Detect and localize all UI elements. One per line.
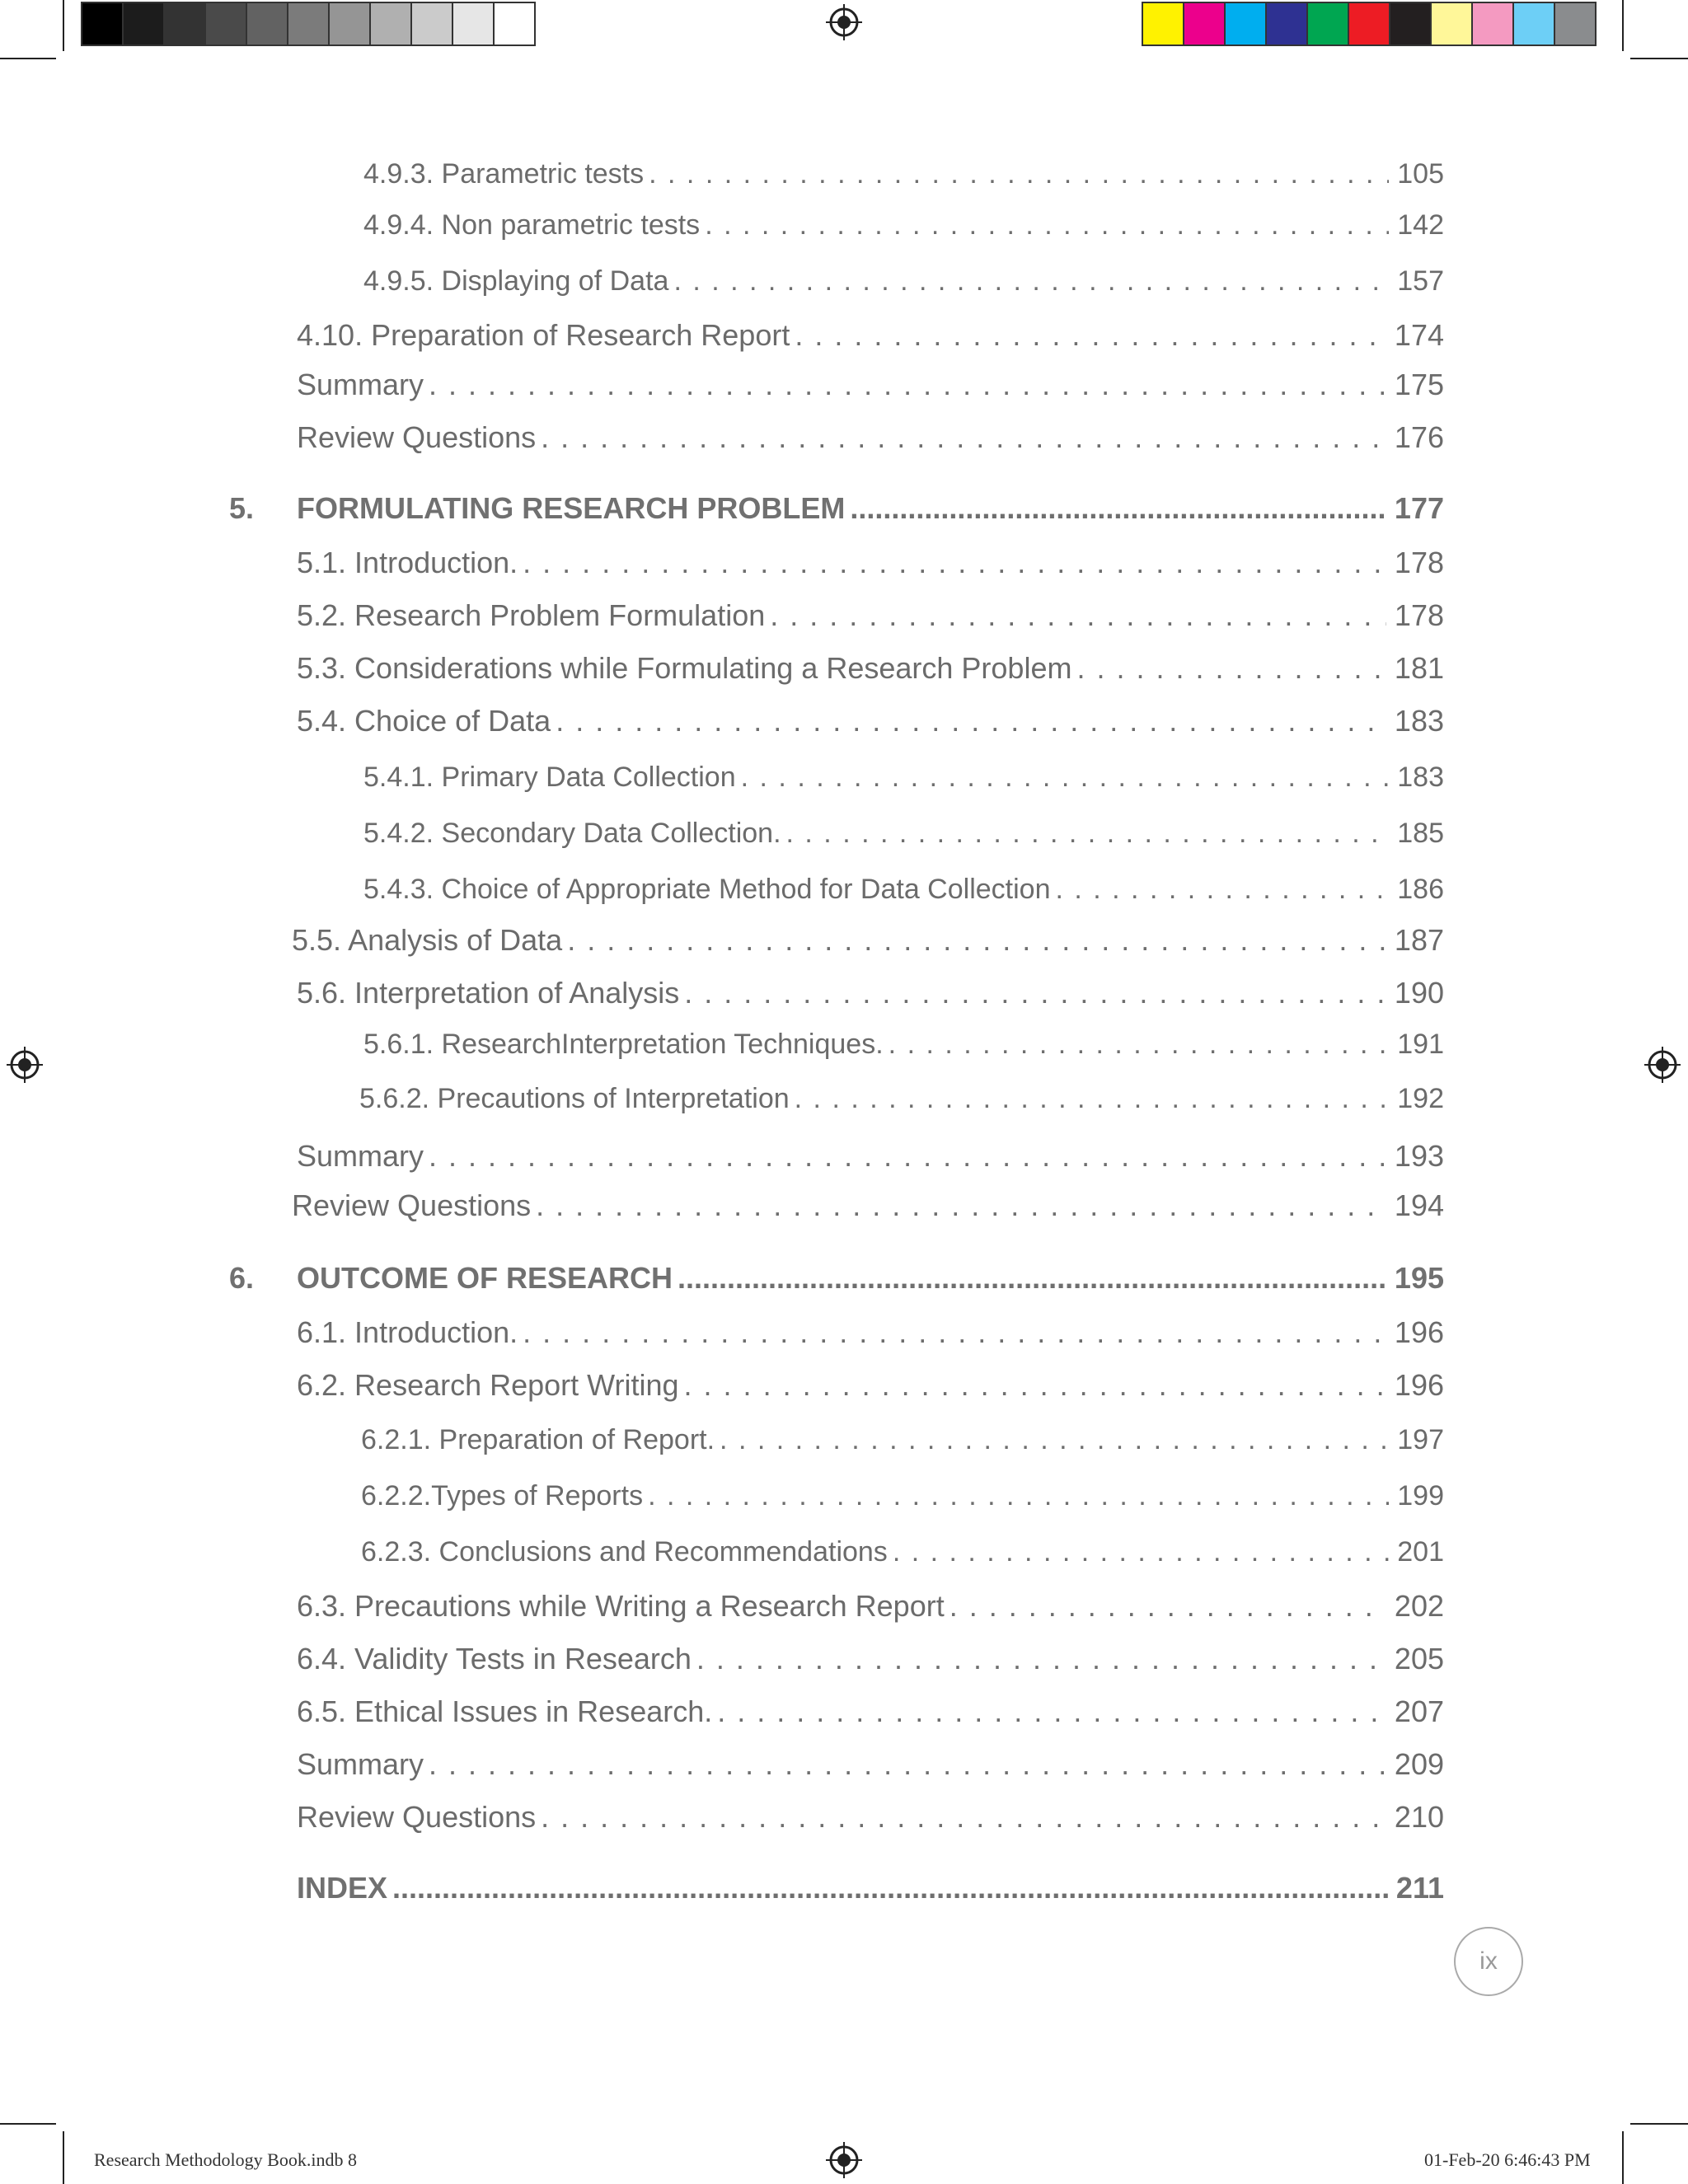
toc-entry-page: 205 (1394, 1642, 1444, 1675)
toc-entry-page: 178 (1394, 546, 1444, 579)
dot-leader (705, 209, 1389, 241)
toc-entry-page: 190 (1394, 976, 1444, 1010)
toc-entry (297, 704, 1444, 738)
dot-leader (696, 1642, 1386, 1676)
footer-timestamp: 01-Feb-20 6:46:43 PM (1424, 2149, 1591, 2170)
toc-chapter-heading (229, 491, 1444, 526)
toc-entry (297, 1747, 1444, 1782)
toc-entry-page: 210 (1394, 1800, 1444, 1834)
color-calibration-bar (1142, 2, 1597, 46)
dot-leader (1076, 651, 1386, 686)
dot-leader (556, 704, 1386, 738)
toc-entry-label: 5.4.3. Choice of Appropriate Method for Data Collection (363, 874, 1051, 905)
gray-swatch (412, 3, 453, 45)
toc-entry (292, 1188, 1444, 1223)
toc-entry-page: 196 (1394, 1315, 1444, 1349)
toc-entry (297, 420, 1444, 455)
toc-entry-page: 199 (1397, 1480, 1444, 1511)
toc-chapter-heading (229, 1261, 1444, 1296)
toc-entry (359, 1083, 1444, 1115)
chapter-number: 6. (229, 1261, 255, 1295)
toc-entry-page: 183 (1397, 762, 1444, 793)
toc-entry-label: FORMULATING RESEARCH PROBLEM (297, 491, 846, 525)
toc-entry (363, 874, 1444, 906)
dot-leader (429, 368, 1386, 402)
toc-entry (363, 209, 1444, 241)
toc-entry-page: 174 (1394, 318, 1444, 352)
toc-entry-page: 187 (1394, 923, 1444, 957)
toc-entry-page: 197 (1397, 1424, 1444, 1455)
toc-entry (361, 1536, 1444, 1568)
dot-leader (889, 1029, 1390, 1061)
dot-leader (536, 1188, 1386, 1223)
toc-entry (363, 818, 1444, 850)
toc-entry-label: Review Questions (297, 1800, 537, 1834)
toc-entry-page: 105 (1397, 158, 1444, 190)
toc-entry-label: 5.6.2. Precautions of Interpretation (359, 1083, 790, 1114)
dot-leader (541, 420, 1386, 455)
dot-leader (720, 1424, 1389, 1456)
toc-entry (297, 1315, 1444, 1350)
dot-leader (649, 158, 1389, 190)
crop-mark (1622, 0, 1624, 51)
toc-entry (297, 1800, 1444, 1835)
toc-entry-label: 4.9.3. Parametric tests (363, 158, 645, 190)
dot-leader (392, 1871, 1388, 1905)
dot-leader (1055, 874, 1389, 906)
gray-swatch (82, 3, 124, 45)
dot-leader (950, 1589, 1386, 1624)
footer-file-name: Research Methodology Book.indb 8 (94, 2149, 357, 2170)
toc-entry (363, 265, 1444, 298)
color-swatch (1514, 3, 1555, 45)
dot-leader (523, 546, 1386, 580)
chapter-number: 5. (229, 491, 255, 525)
dot-leader (541, 1800, 1386, 1835)
crop-mark (63, 2131, 64, 2184)
color-swatch (1432, 3, 1473, 45)
toc-entry-page: 193 (1394, 1139, 1444, 1173)
toc-entry (297, 1589, 1444, 1624)
dot-leader (523, 1315, 1386, 1350)
toc-entry (363, 158, 1444, 190)
color-swatch (1390, 3, 1432, 45)
toc-entry-label: 5.6. Interpretation of Analysis (297, 976, 680, 1010)
color-swatch (1143, 3, 1184, 45)
dot-leader (770, 598, 1386, 633)
toc-entry-label: Review Questions (292, 1188, 532, 1222)
gray-swatch (124, 3, 165, 45)
toc-entry-page: 196 (1394, 1368, 1444, 1402)
registration-mark-icon (826, 4, 862, 40)
toc-entry (297, 598, 1444, 633)
toc-entry-label: 6.2.2.Types of Reports (361, 1480, 644, 1511)
dot-leader (567, 923, 1386, 958)
toc-entry-page: 209 (1394, 1747, 1444, 1781)
toc-entry-page: 191 (1397, 1029, 1444, 1060)
toc-entry-label: INDEX (297, 1871, 388, 1905)
toc-entry-page: 142 (1397, 209, 1444, 241)
dot-leader (786, 818, 1390, 850)
toc-entry (297, 976, 1444, 1010)
gray-swatch (165, 3, 206, 45)
toc-entry-label: 5.4.1. Primary Data Collection (363, 762, 736, 793)
crop-mark (1630, 2123, 1688, 2125)
toc-entry-label: 6.4. Validity Tests in Research (297, 1642, 692, 1675)
toc-entry-page: 194 (1394, 1188, 1444, 1222)
dot-leader (795, 318, 1386, 353)
toc-entry-label: 6.2. Research Report Writing (297, 1368, 679, 1402)
toc-entry-page: 211 (1395, 1871, 1444, 1905)
toc-entry-label: OUTCOME OF RESEARCH (297, 1261, 673, 1295)
dot-leader (684, 976, 1386, 1010)
toc-entry-page: 201 (1397, 1536, 1444, 1568)
dot-leader (795, 1083, 1390, 1115)
toc-entry-label: Summary (297, 368, 424, 401)
dot-leader (893, 1536, 1389, 1568)
crop-mark (1622, 2131, 1624, 2184)
dot-leader (648, 1480, 1389, 1512)
toc-index-heading (297, 1871, 1444, 1905)
toc-entry-label: 6.2.1. Preparation of Report. (361, 1424, 715, 1455)
color-swatch (1267, 3, 1308, 45)
toc-entry (292, 923, 1444, 958)
toc-entry-label: 4.9.4. Non parametric tests (363, 209, 701, 241)
toc-entry-label: 6.2.3. Conclusions and Recommendations (361, 1536, 888, 1568)
toc-entry-page: 202 (1394, 1589, 1444, 1623)
gray-swatch (371, 3, 412, 45)
toc-entry (297, 1642, 1444, 1676)
gray-swatch (453, 3, 495, 45)
gray-swatch (288, 3, 330, 45)
toc-entry-label: 5.3. Considerations while Formulating a Research Problem (297, 651, 1072, 685)
toc-entry-page: 177 (1394, 491, 1444, 525)
toc-entry-label: 4.10. Preparation of Research Report (297, 318, 790, 352)
toc-entry-page: 207 (1394, 1694, 1444, 1728)
toc-entry-label: 6.5. Ethical Issues in Research. (297, 1694, 713, 1728)
dot-leader (741, 762, 1390, 794)
toc-entry-page: 185 (1397, 818, 1444, 849)
toc-entry-label: Summary (297, 1747, 424, 1781)
toc-entry-page: 195 (1394, 1261, 1444, 1295)
toc-entry (361, 1424, 1444, 1456)
crop-mark (63, 0, 64, 51)
dot-leader (673, 265, 1389, 298)
toc-entry (297, 651, 1444, 686)
toc-entry (297, 318, 1444, 353)
toc-entry-label: 5.4.2. Secondary Data Collection. (363, 818, 781, 849)
crop-mark (1630, 58, 1688, 59)
gray-swatch (495, 3, 534, 45)
toc-entry (297, 1139, 1444, 1174)
color-swatch (1473, 3, 1514, 45)
toc-entry-label: 5.1. Introduction. (297, 546, 518, 579)
page-number-text: ix (1479, 1947, 1498, 1975)
dot-leader (429, 1747, 1386, 1782)
toc-entry-label: Summary (297, 1139, 424, 1173)
toc-entry (297, 546, 1444, 580)
toc-entry-page: 178 (1394, 598, 1444, 632)
toc-entry-page: 186 (1397, 874, 1444, 905)
toc-entry-label: 5.2. Research Problem Formulation (297, 598, 766, 632)
dot-leader (684, 1368, 1386, 1403)
gray-swatch (330, 3, 371, 45)
dot-leader (678, 1261, 1386, 1296)
toc-entry-page: 175 (1394, 368, 1444, 401)
toc-entry-page: 192 (1397, 1083, 1444, 1114)
toc-entry-label: 5.5. Analysis of Data (292, 923, 563, 957)
toc-entry (363, 762, 1444, 794)
toc-entry-page: 176 (1394, 420, 1444, 454)
gray-swatch (247, 3, 288, 45)
toc-entry (297, 368, 1444, 402)
dot-leader (717, 1694, 1386, 1729)
toc-entry-label: 5.6.1. ResearchInterpretation Techniques. (363, 1029, 884, 1060)
dot-leader (850, 491, 1386, 526)
crop-mark (0, 2123, 56, 2125)
crop-mark (0, 58, 56, 59)
toc-entry-label: 5.4. Choice of Data (297, 704, 551, 738)
gray-swatch (206, 3, 247, 45)
toc-entry-page: 183 (1394, 704, 1444, 738)
grayscale-calibration-bar (81, 2, 536, 46)
toc-entry (363, 1029, 1444, 1061)
registration-mark-icon (826, 2142, 862, 2178)
toc-entry-label: 6.1. Introduction. (297, 1315, 518, 1349)
registration-mark-icon (1644, 1047, 1681, 1083)
toc-entry-page: 157 (1397, 265, 1444, 297)
color-swatch (1555, 3, 1595, 45)
color-swatch (1308, 3, 1349, 45)
toc-entry-label: 6.3. Precautions while Writing a Research Report (297, 1589, 945, 1623)
color-swatch (1184, 3, 1226, 45)
toc-entry-page: 181 (1394, 651, 1444, 685)
toc-entry (297, 1368, 1444, 1403)
color-swatch (1349, 3, 1390, 45)
dot-leader (429, 1139, 1386, 1174)
toc-entry-label: Review Questions (297, 420, 537, 454)
toc-entry-label: 4.9.5. Displaying of Data (363, 265, 669, 297)
page-number (1454, 1927, 1523, 1996)
toc-entry (297, 1694, 1444, 1729)
color-swatch (1226, 3, 1267, 45)
toc-entry (361, 1480, 1444, 1512)
registration-mark-icon (7, 1047, 43, 1083)
